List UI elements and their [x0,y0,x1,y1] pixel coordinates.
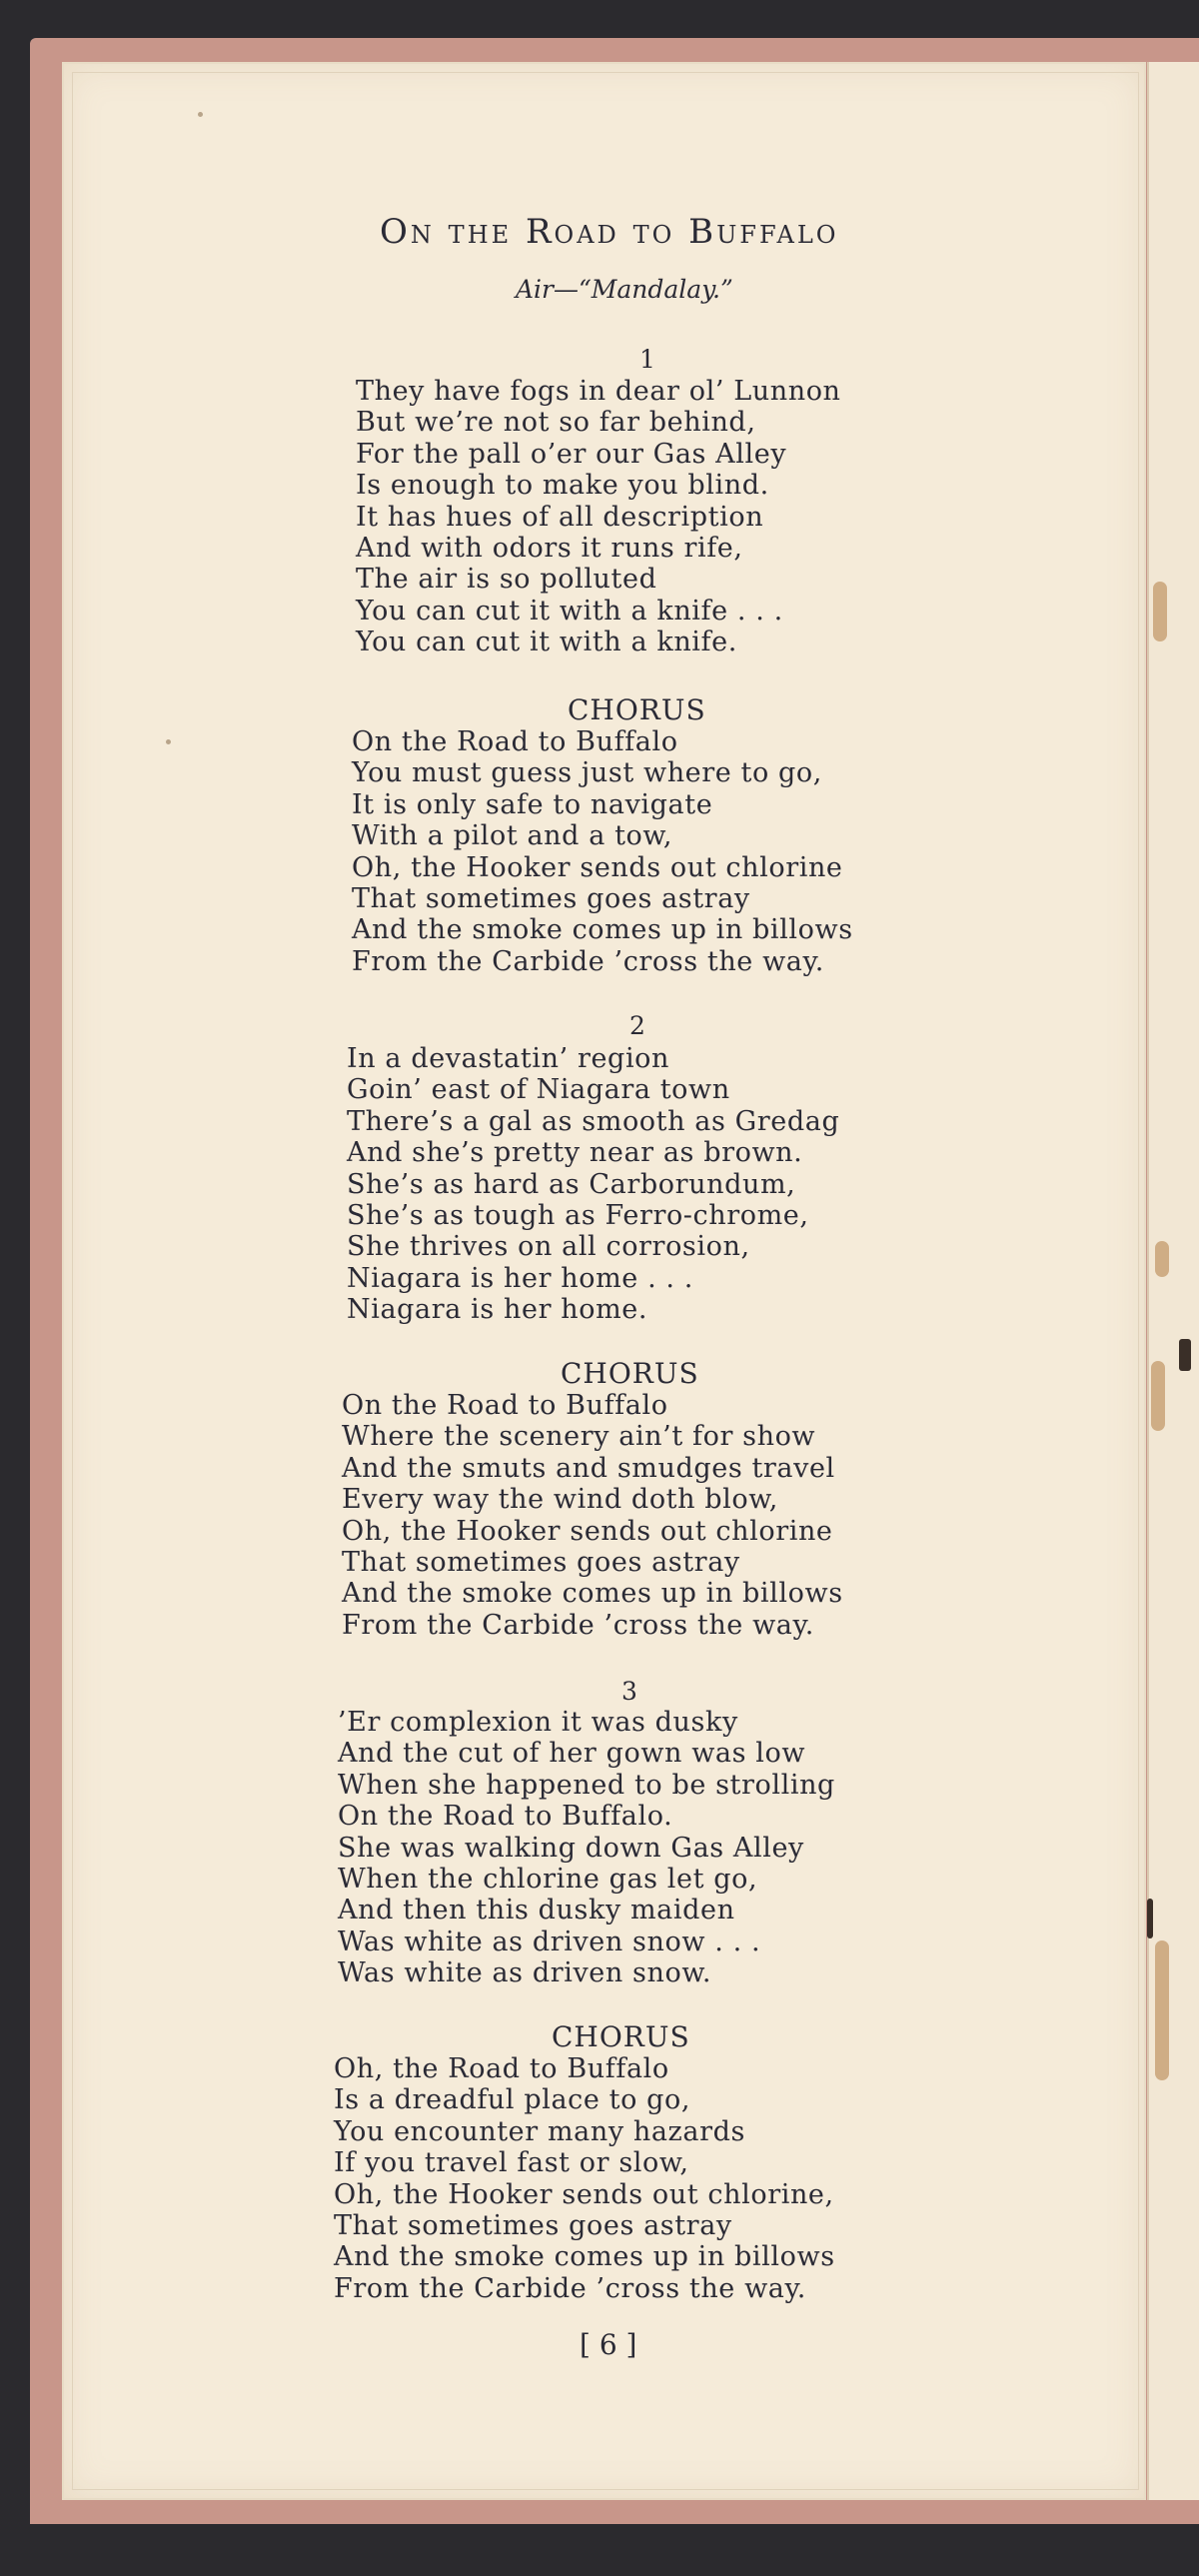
lyric-line: With a pilot and a tow, [352,820,673,852]
lyric-line: If you travel fast or slow, [334,2147,689,2179]
song-air: Air—“Mandalay.” [516,275,733,304]
lyric-line: You can cut it with a knife. [356,627,737,658]
lyric-line: Every way the wind doth blow, [342,1484,778,1516]
chorus-3 [334,2053,835,2304]
chorus-heading: CHORUS [561,1357,699,1390]
lyric-line: Niagara is her home. [347,1294,648,1326]
lyric-line: From the Carbide ’cross the way. [352,945,824,977]
lyric-line: And the cut of her gown was low [338,1738,806,1770]
lyric-line: Is a dreadful place to go, [334,2084,691,2116]
lyric-line: On the Road to Buffalo [352,726,678,757]
lyric-line: Oh, the Road to Buffalo [334,2053,669,2084]
lyric-line: They have fogs in dear ol’ Lunnon [356,376,841,407]
song-title: On the Road to Buffalo [380,212,839,252]
lyric-line: And the smoke comes up in billows [342,1578,843,1610]
lyric-line: When the chlorine gas let go, [338,1864,758,1896]
lyric-line: When she happened to be strolling [338,1769,835,1801]
verse-number: 1 [639,345,655,374]
lyric-line: Oh, the Hooker sends out chlorine [342,1515,833,1547]
lyric-line: For the pall o’er our Gas Alley [356,438,787,470]
chorus-heading: CHORUS [568,693,706,726]
page-number: [ 6 ] [580,2328,637,2361]
lyric-line: You must guess just where to go, [352,757,822,789]
lyric-line: She thrives on all corrosion, [347,1231,750,1263]
verse-number: 2 [629,1011,645,1040]
lyric-line: ’Er complexion it was dusky [338,1707,738,1738]
lyric-line: In a devastatin’ region [347,1043,670,1074]
lyric-line: And the smoke comes up in billows [334,2241,835,2273]
lyric-line: And the smoke comes up in billows [352,914,853,946]
lyric-line: On the Road to Buffalo [342,1390,668,1421]
verse-1 [356,376,841,658]
lyric-line: Is enough to make you blind. [356,470,769,502]
lyric-line: Oh, the Hooker sends out chlorine [352,851,843,883]
verse-number: 3 [621,1677,637,1706]
lyric-line: She’s as hard as Carborundum, [347,1168,796,1200]
lyric-line: Was white as driven snow. [338,1957,712,1989]
lyric-line: On the Road to Buffalo. [338,1801,673,1833]
lyric-line: And the smuts and smudges travel [342,1452,835,1484]
lyric-line: The air is so polluted [356,564,657,596]
lyric-line: It has hues of all description [356,501,764,533]
lyric-line: You can cut it with a knife . . . [356,595,783,627]
lyric-line: And she’s pretty near as brown. [347,1137,803,1169]
lyric-line: And with odors it runs rife, [356,533,743,565]
lyric-line: Where the scenery ain’t for show [342,1421,816,1453]
lyric-line: That sometimes goes astray [352,883,750,915]
lyric-line: You encounter many hazards [334,2115,745,2147]
verse-2 [347,1043,839,1326]
lyric-line: She was walking down Gas Alley [338,1832,804,1864]
lyric-line: And then this dusky maiden [338,1895,735,1927]
chorus-2 [342,1390,843,1641]
chorus-1 [352,726,853,977]
lyric-line: Niagara is her home . . . [347,1262,693,1294]
chorus-heading: CHORUS [552,2020,690,2053]
lyric-line: But we’re not so far behind, [356,407,756,439]
lyric-line: From the Carbide ’cross the way. [342,1609,814,1641]
lyric-line: There’s a gal as smooth as Gredag [347,1105,840,1137]
lyric-line: That sometimes goes astray [342,1547,740,1579]
lyric-line: She’s as tough as Ferro-chrome, [347,1200,809,1232]
lyric-line: It is only safe to navigate [352,788,713,820]
verse-3 [338,1707,835,1989]
lyric-line: That sometimes goes astray [334,2210,732,2242]
lyric-line: Goin’ east of Niagara town [347,1074,730,1106]
lyric-line: Oh, the Hooker sends out chlorine, [334,2178,834,2210]
lyric-line: Was white as driven snow . . . [338,1926,761,1957]
lyric-line: From the Carbide ’cross the way. [334,2272,806,2304]
